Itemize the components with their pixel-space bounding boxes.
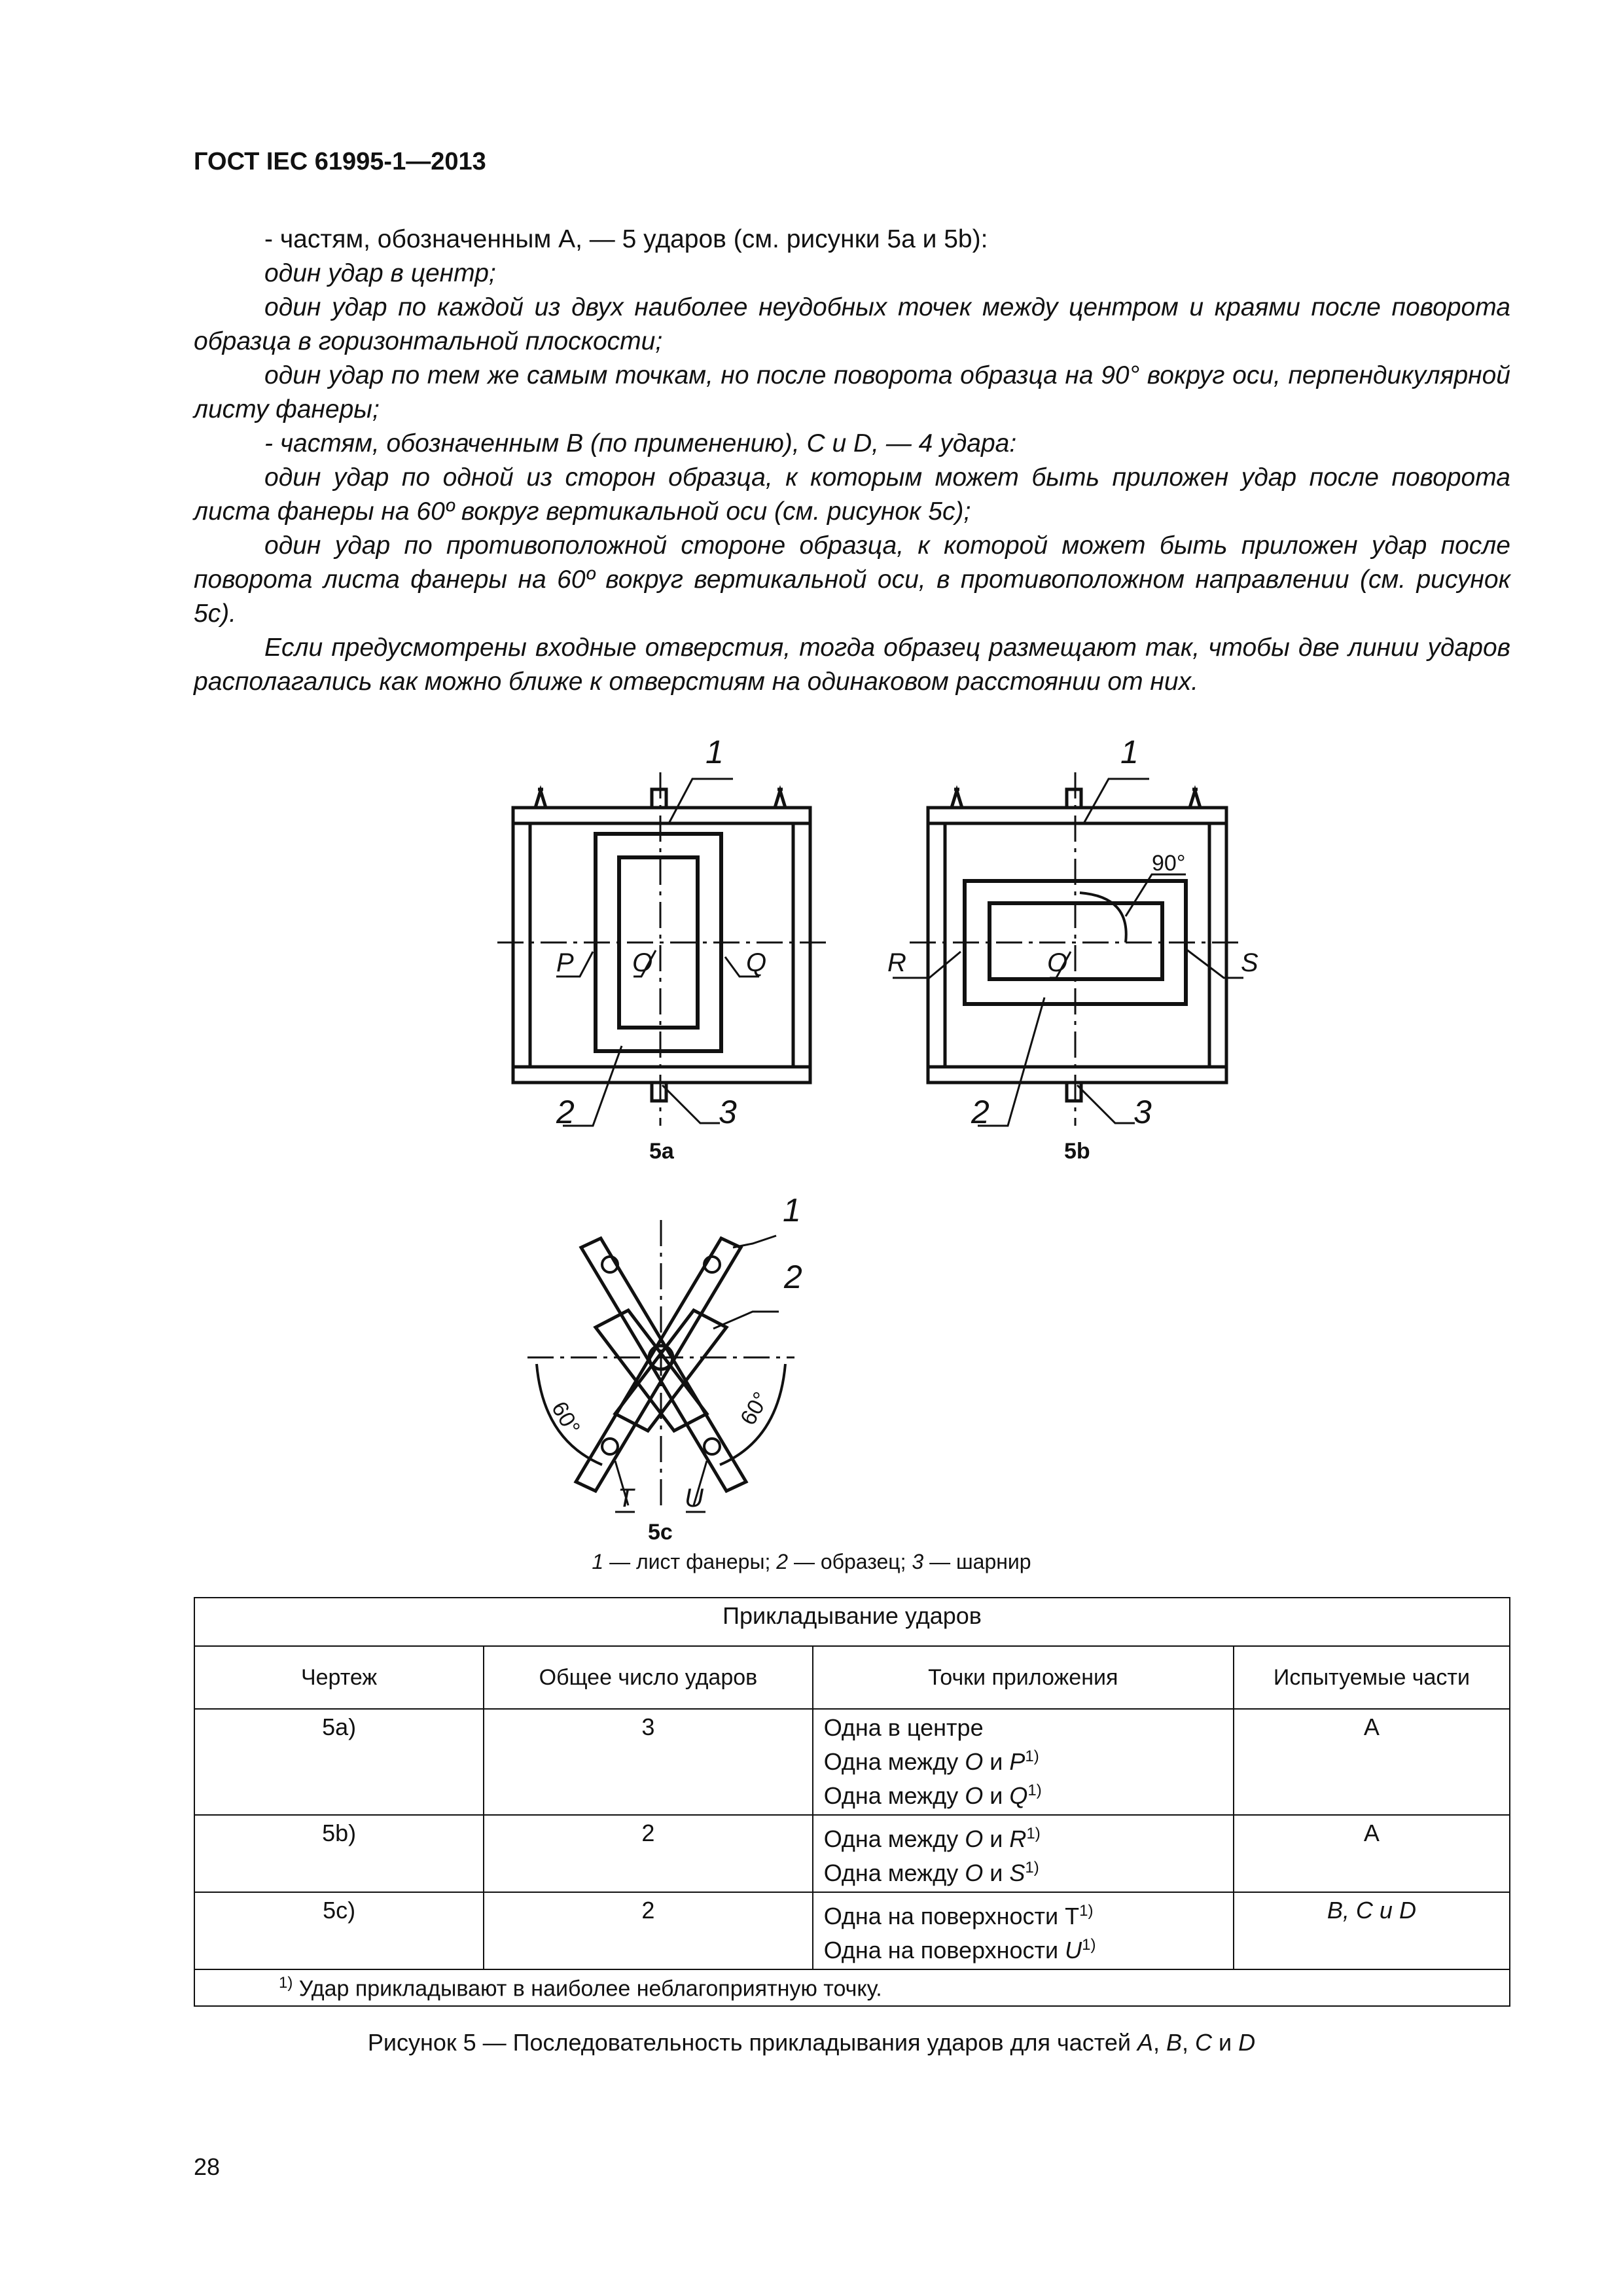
cell-count: 2 [484, 1815, 813, 1892]
point-o-label: O [1047, 948, 1068, 977]
hinge [652, 1083, 666, 1101]
caption-5b: 5b [1064, 1139, 1090, 1164]
paragraph: один удар по противоположной стороне образца, к которой может быть приложен удар после поворота листа фанеры на 60º вокруг вертикальной оси, в противоположном направлении (см. рисунок 5с). [194, 531, 1510, 628]
column-header: Точки приложения [813, 1646, 1234, 1709]
cell-parts: А [1234, 1815, 1510, 1892]
drawing-5c [527, 1220, 794, 1512]
label-specimen: 2 [556, 1094, 575, 1130]
legend-num: 2 [776, 1550, 789, 1573]
legend-num: 3 [912, 1550, 924, 1573]
table-title: Прикладывание ударов [194, 1598, 1510, 1646]
column-header: Общее число ударов [484, 1646, 813, 1709]
paragraph: - частям, обозначенным В (по применению), С и D, — 4 удара: [264, 429, 1017, 457]
angle-90-label: 90° [1152, 851, 1186, 876]
specimen [596, 1310, 707, 1431]
legend-text: — лист фанеры; [603, 1550, 777, 1573]
cell-parts: А [1234, 1709, 1510, 1815]
angle-60-left-label: 60° [546, 1397, 585, 1439]
paragraph: один удар по одной из сторон образца, к которым может быть приложен удар после поворота листа фанеры на 60º вокруг вертикальной оси (см. рисунок 5с); [194, 463, 1510, 526]
table-row [194, 1709, 1510, 1815]
plywood-bottom-rail [513, 1067, 810, 1083]
caption-5a: 5а [649, 1139, 674, 1164]
cell-count: 3 [484, 1709, 813, 1815]
cell-drawing: 5b) [194, 1815, 484, 1892]
angle-60-right-label: 60° [736, 1388, 774, 1429]
paragraph: один удар по тем же самым точкам, но после поворота образца на 90° вокруг оси, перпендикулярной листу фанеры; [194, 361, 1510, 423]
caption-5c: 5c [648, 1520, 673, 1545]
point-o-label: O [632, 948, 653, 977]
label-plywood: 1 [705, 734, 724, 770]
specimen [596, 834, 721, 1051]
figure-5 [0, 720, 1623, 1584]
table-row [194, 1892, 1510, 1969]
legend-text: — шарнир [923, 1550, 1031, 1573]
page-number: 28 [194, 2153, 221, 2180]
paragraph: - частям, обозначенным А, — 5 ударов (см. рисунки 5а и 5b): [264, 225, 988, 253]
paragraph: один удар в центр; [264, 259, 496, 287]
drawing-5b [893, 772, 1243, 1126]
point-r-label: R [887, 948, 906, 977]
paragraph: Если предусмотрены входные отверстия, тогда образец размещают так, чтобы две линии ударов располагались как можно ближе к отверстиям на одинаковом расстоянии от них. [194, 634, 1510, 696]
label-plywood: 1 [783, 1192, 801, 1229]
column-header: Испытуемые части [1234, 1646, 1510, 1709]
point-p-label: P [556, 948, 574, 977]
point-s-label: S [1241, 948, 1258, 977]
table-row [194, 1815, 1510, 1892]
label-hinge: 3 [719, 1094, 737, 1130]
label-specimen: 2 [971, 1094, 990, 1130]
point-t-label: T [618, 1484, 634, 1513]
legend-num: 1 [592, 1550, 604, 1573]
point-q-label: Q [746, 948, 767, 977]
cell-drawing: 5c) [194, 1892, 484, 1969]
column-header: Чертеж [194, 1646, 484, 1709]
rotation-arrow [1080, 893, 1126, 942]
cell-drawing: 5а) [194, 1709, 484, 1815]
point-u-label: U [685, 1484, 704, 1513]
document-code: ГОСТ IEC 61995-1—2013 [194, 148, 486, 175]
label-hinge: 3 [1133, 1094, 1152, 1130]
cell-points: Одна между O и $R^{1)}$ Одна между O и $S^{1)}$ [813, 1815, 1234, 1892]
plywood-top-rail [513, 808, 810, 823]
cell-count: 2 [484, 1892, 813, 1969]
table-footnote: $^{1)}$ Удар прикладывают в наиболее неблагоприятную точку. [194, 1969, 1510, 2006]
figure-caption: Рисунок 5 — Последовательность прикладывания ударов для частей A, B, C и D [367, 2029, 1256, 2056]
cell-parts: B, C и D [1234, 1892, 1510, 1969]
figure-drawing [0, 720, 1623, 1584]
label-specimen: 2 [784, 1259, 802, 1295]
cell-points: Одна в центре Одна между O и $P^{1)}$ Одна между O и $Q^{1)}$ [813, 1709, 1234, 1815]
cell-points: Одна на поверхности $Т^{1)}$ Одна на поверхности $U^{1)}$ [813, 1892, 1234, 1969]
paragraph: один удар по каждой из двух наиболее неудобных точек между центром и краями после поворота образца в горизонтальной плоскости; [194, 293, 1510, 355]
legend-text: — образец; [788, 1550, 912, 1573]
figure-legend [0, 1550, 1623, 1574]
label-plywood: 1 [1120, 734, 1139, 770]
drawing-5a [497, 772, 826, 1126]
body-text [194, 223, 1510, 699]
impact-table [194, 1597, 1510, 2007]
